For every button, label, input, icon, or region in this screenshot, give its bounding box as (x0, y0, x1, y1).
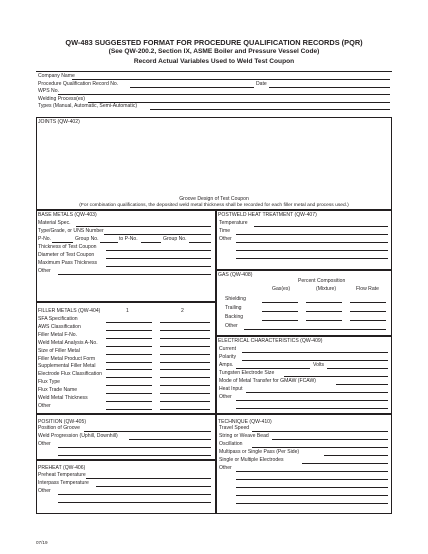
technique-row-label: Other (219, 464, 232, 471)
filler-col2-field[interactable] (160, 338, 210, 339)
technique-title: TECHNIQUE (QW-410) (218, 419, 272, 425)
combination-note: (For combination qualifications, the deposited weld metal thickness shall be recorded for each filler metal and process used.) (79, 202, 349, 208)
trailing-gas-field[interactable] (262, 311, 298, 312)
material-spec-label: Material Spec. (38, 220, 71, 226)
pwht-other-field[interactable] (236, 242, 388, 243)
technique-row-field[interactable] (236, 471, 388, 472)
volts-label: Volts (313, 362, 325, 368)
filler-column-1: 1 (126, 308, 129, 314)
position-groove-label: Position of Groove (38, 425, 80, 431)
technique-row-label: String or Weave Bead (219, 432, 269, 439)
joints-title: JOINTS (QW-402) (38, 119, 80, 125)
type-grade-field[interactable] (104, 234, 211, 235)
pwht-other-field-3[interactable] (236, 258, 388, 259)
filler-row-label: Supplemental Filler Metal (38, 363, 96, 370)
filler-col2-field[interactable] (160, 362, 210, 363)
current-label: Current (219, 346, 236, 352)
max-pass-field[interactable] (106, 266, 211, 267)
pwht-box (216, 210, 392, 270)
technique-row-field[interactable] (252, 447, 388, 448)
flow-rate-column-header: Flow Rate (356, 286, 379, 292)
technique-other-field[interactable] (236, 479, 388, 480)
wps-no-label: WPS No. (38, 88, 59, 94)
weld-progression-label: Weld Progression (Uphill, Downhill) (38, 433, 118, 439)
tungsten-field[interactable] (284, 376, 388, 377)
material-spec-field[interactable] (76, 226, 211, 227)
filler-row-label: Other (38, 402, 51, 409)
wps-no-field[interactable] (58, 94, 390, 95)
polarity-field[interactable] (242, 360, 388, 361)
filler-row-label: Flux Type (38, 379, 60, 386)
mode-transfer-field[interactable] (336, 384, 388, 385)
company-name-field[interactable] (72, 79, 390, 80)
position-other-field[interactable] (58, 447, 211, 448)
interpass-temperature-field[interactable] (96, 486, 211, 487)
backing-gas-field[interactable] (262, 320, 298, 321)
base-metals-other-label: Other (38, 268, 51, 274)
shielding-label: Shielding (225, 296, 246, 302)
electrical-other-label: Other (219, 394, 232, 400)
form-title: QW-483 SUGGESTED FORMAT FOR PROCEDURE QUALIFICATION RECORDS (PQR) (65, 38, 363, 47)
technique-other-field[interactable] (236, 503, 388, 504)
trailing-mixture-field[interactable] (306, 311, 342, 312)
trailing-flow-field[interactable] (350, 311, 386, 312)
filler-row-label: Filler Metal F-No. (38, 331, 78, 338)
header-divider (36, 71, 392, 72)
filler-col1-field[interactable] (106, 346, 152, 347)
p-no-label: P-No. (38, 236, 52, 242)
shielding-gas-field[interactable] (262, 302, 298, 303)
form-subtitle: (See QW-200.2, Section IX, ASME Boiler and Pressure Vessel Code) (108, 48, 320, 55)
to-p-no-label: to P-No. (119, 236, 138, 242)
backing-label: Backing (225, 314, 244, 320)
filler-col2-field[interactable] (160, 354, 210, 355)
pwht-title: POSTWELD HEAT TREATMENT (QW-407) (218, 212, 317, 218)
filler-col1-field[interactable] (106, 354, 152, 355)
filler-col1-field[interactable] (106, 409, 152, 410)
pqr-no-label: Procedure Qualification Record No. (38, 80, 119, 87)
base-metals-other-field[interactable] (58, 274, 211, 275)
technique-row-label: Single or Multiple Electrodes (219, 456, 284, 463)
gas-other-field[interactable] (244, 329, 386, 330)
pwht-temperature-field[interactable] (254, 226, 388, 227)
shielding-mixture-field[interactable] (306, 302, 342, 303)
pqr-no-field[interactable] (130, 87, 254, 88)
filler-col1-field[interactable] (106, 330, 152, 331)
gas-title: GAS (QW-408) (218, 272, 253, 278)
position-title: POSITION (QW-405) (38, 419, 87, 425)
trailing-label: Trailing (225, 305, 242, 311)
preheat-other-label: Other (38, 488, 51, 494)
groove-design-caption: Groove Design of Test Coupon (179, 196, 249, 202)
group-no-2-label: Group No. (163, 236, 187, 242)
group-no-field[interactable] (100, 242, 118, 243)
filler-col2-field[interactable] (160, 401, 210, 402)
filler-col2-field[interactable] (160, 346, 210, 347)
position-other-field-2[interactable] (58, 455, 211, 456)
filler-col1-field[interactable] (106, 377, 152, 378)
technique-row-field[interactable] (324, 455, 388, 456)
company-name-label: Company Name (38, 73, 75, 79)
technique-other-field[interactable] (236, 495, 388, 496)
filler-col2-field[interactable] (160, 409, 210, 410)
percent-composition-header: Percent Composition (298, 278, 346, 284)
heat-input-label: Heat Input (219, 386, 243, 392)
filler-col1-field[interactable] (106, 401, 152, 402)
type-grade-label: Type/Grade, or UNS Number (38, 228, 104, 234)
preheat-temperature-field[interactable] (86, 478, 211, 479)
max-pass-label: Maximum Pass Thickness (38, 260, 98, 266)
types-field[interactable] (150, 109, 390, 110)
electrical-title: ELECTRICAL CHARACTERISTICS (QW-409) (218, 338, 323, 344)
technique-row-label: Oscillation (219, 440, 243, 447)
filler-col1-field[interactable] (106, 369, 152, 370)
polarity-label: Polarity (219, 354, 236, 360)
filler-col2-field[interactable] (160, 393, 210, 394)
filler-col1-field[interactable] (106, 385, 152, 386)
filler-col2-field[interactable] (160, 330, 210, 331)
types-label: Types (Manual, Automatic, Semi-Automatic) (38, 103, 138, 109)
technique-row-label: Travel Speed (219, 425, 250, 431)
filler-row-label: SFA Specification (38, 316, 78, 322)
filler-row-label: Electrode Flux Classification (38, 371, 102, 378)
shielding-flow-field[interactable] (350, 302, 386, 303)
filler-col2-field[interactable] (160, 322, 210, 323)
group-no-label: Group No. (75, 236, 99, 242)
gases-column-header: Gas(es) (272, 286, 291, 292)
technique-row-field[interactable] (272, 439, 388, 440)
form-instruction: Record Actual Variables Used to Weld Test Coupon (133, 58, 295, 65)
weld-progression-field[interactable] (129, 439, 211, 440)
filler-row-label: Flux Trade Name (38, 387, 78, 394)
thickness-label: Thickness of Test Coupon (38, 244, 97, 250)
mixture-column-header: (Mixture) (316, 286, 337, 292)
tungsten-label: Tungsten Electrode Size (219, 370, 275, 376)
filler-col2-field[interactable] (160, 385, 210, 386)
interpass-temperature-label: Interpass Temperature (38, 480, 89, 486)
preheat-temperature-label: Preheat Temperature (38, 472, 86, 478)
revision-code: 07/19 (36, 540, 48, 545)
mode-transfer-label: Mode of Metal Transfer for GMAW (FCAW) (219, 378, 316, 384)
amps-field[interactable] (236, 368, 310, 369)
diameter-label: Diameter of Test Coupon (38, 252, 95, 258)
filler-col1-field[interactable] (106, 393, 152, 394)
backing-mixture-field[interactable] (306, 320, 342, 321)
pwht-other-label: Other (219, 236, 232, 242)
position-other-label: Other (38, 441, 51, 447)
gas-other-label: Other (225, 323, 238, 329)
heat-input-field[interactable] (246, 392, 388, 393)
backing-flow-field[interactable] (350, 320, 386, 321)
welding-processes-label: Welding Process(es) (38, 95, 85, 102)
diameter-field[interactable] (106, 258, 211, 259)
filler-col2-field[interactable] (160, 369, 210, 370)
pwht-temperature-label: Temperature (219, 220, 248, 226)
filler-col2-field[interactable] (160, 377, 210, 378)
date-field[interactable] (269, 87, 390, 88)
filler-metals-title: FILLER METALS (QW-404) (38, 308, 101, 314)
date-label: Date (256, 80, 267, 87)
filler-col1-field[interactable] (106, 338, 152, 339)
pwht-time-label: Time (219, 228, 231, 234)
filler-col1-field[interactable] (106, 322, 152, 323)
technique-row-field[interactable] (302, 463, 388, 464)
pwht-time-field[interactable] (236, 234, 388, 235)
current-field[interactable] (242, 352, 388, 353)
volts-field[interactable] (327, 368, 388, 369)
electrical-other-field-2[interactable] (236, 408, 388, 409)
position-groove-field[interactable] (84, 431, 211, 432)
technique-row-label: Multipass or Single Pass (Per Side) (219, 448, 300, 455)
filler-row-label: Size of Filler Metal (38, 347, 80, 354)
filler-row-label: Filler Metal Product Form (38, 355, 96, 362)
p-no-field[interactable] (52, 242, 73, 243)
preheat-other-field-2[interactable] (58, 502, 211, 503)
preheat-title: PREHEAT (QW-406) (38, 465, 86, 471)
filler-column-2: 2 (181, 308, 184, 314)
filler-row-label: AWS Classification (38, 323, 81, 330)
amps-label: Amps. (219, 362, 234, 368)
filler-row-label: Weld Metal Thickness (38, 395, 88, 401)
to-p-no-field[interactable] (141, 242, 161, 243)
base-metals-title: BASE METALS (QW-403) (38, 212, 97, 218)
filler-col1-field[interactable] (106, 362, 152, 363)
group-no-2-field[interactable] (189, 242, 211, 243)
thickness-field[interactable] (106, 250, 211, 251)
filler-row-label: Weld Metal Analysis A-No. (38, 339, 98, 346)
electrical-other-field[interactable] (236, 400, 388, 401)
preheat-other-field[interactable] (58, 494, 211, 495)
technique-row-field[interactable] (252, 431, 388, 432)
technique-other-field[interactable] (236, 487, 388, 488)
pwht-other-field-2[interactable] (236, 250, 388, 251)
